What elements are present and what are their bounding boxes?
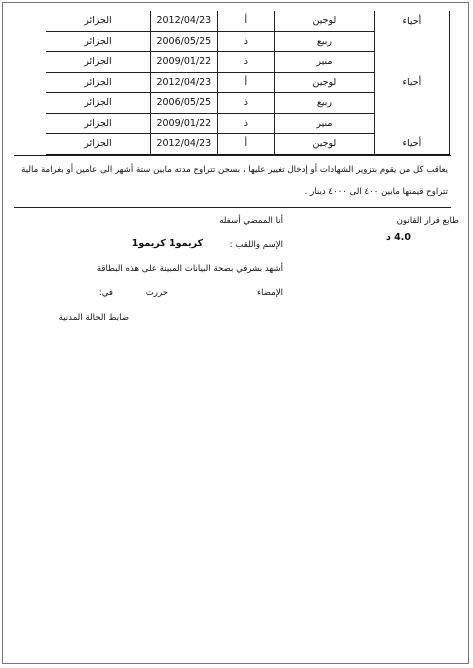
sex-cell: ذ (217, 93, 274, 114)
status-cell (374, 93, 449, 114)
birth-place-cell: الجزائر (46, 31, 150, 52)
table-row (46, 52, 450, 73)
name-value: كريمو1 كريمو1 (131, 238, 203, 249)
name-cell: منير (274, 52, 374, 73)
forgery-warning: يعاقب كل من يقوم بتزوير الشهادات أو إدخال تغيير عليها ، بسجن تتراوح مدته مابين ستة أشهر الى عامين أو بغرامة مالية تتراوح قيمتها مابين ٤٠٠ الى ٤٠٠٠ دينار . (21, 165, 448, 197)
birth-date-cell: 2012/04/23 (150, 72, 217, 93)
status-cell: أحياء (374, 11, 449, 31)
sex-cell: أ (217, 134, 274, 155)
separator-bottom (14, 207, 451, 208)
signature-label: الإمضاء (256, 288, 283, 298)
name-label: الإسم واللقب : (229, 240, 283, 250)
birth-place-cell: الجزائر (46, 113, 150, 134)
done-at-label: حررت (145, 288, 168, 298)
table-row (46, 113, 450, 134)
birth-date-cell: 2009/01/22 (150, 113, 217, 134)
birth-place-cell: الجزائر (46, 134, 150, 155)
birth-date-cell: 2006/05/25 (150, 31, 217, 52)
birth-date-cell: 2009/01/22 (150, 52, 217, 73)
certification-text: أشهد بشرفي بصحة البيانات المبينة على هذه البطاقة (96, 264, 283, 274)
date-on-label: في: (98, 288, 113, 298)
status-cell (374, 31, 449, 52)
name-cell: لوجين (274, 72, 374, 93)
status-cell: أحياء (374, 134, 449, 155)
table-row (46, 93, 450, 114)
name-cell: ربيع (274, 93, 374, 114)
birth-place-cell: الجزائر (46, 93, 150, 114)
stamp-value: 4.0 د (385, 232, 411, 243)
birth-date-cell: 2012/04/23 (150, 134, 217, 155)
name-cell: لوجين (274, 11, 374, 31)
name-cell: منير (274, 113, 374, 134)
birth-place-cell: الجزائر (46, 52, 150, 73)
sex-cell: أ (217, 72, 274, 93)
undersigned-label: أنا الممضي أسفله (219, 216, 283, 226)
separator-top (14, 155, 451, 156)
sex-cell: ذ (217, 113, 274, 134)
birth-place-cell: الجزائر (46, 72, 150, 93)
birth-place-cell: الجزائر (46, 11, 150, 31)
birth-date-cell: 2006/05/25 (150, 93, 217, 114)
birth-date-cell: 2012/04/23 (150, 11, 217, 31)
sex-cell: ذ (217, 52, 274, 73)
status-cell (374, 52, 449, 73)
sex-cell: أ (217, 11, 274, 31)
stamp-label: طابع قرار القانون (396, 216, 459, 226)
sex-cell: ذ (217, 31, 274, 52)
status-cell: أحياء (374, 72, 449, 93)
table-row (46, 11, 450, 31)
table-row (46, 72, 450, 93)
civil-officer-label: ضابط الحالة المدنية (58, 313, 129, 323)
family-table (46, 11, 450, 156)
name-cell: لوجين (274, 134, 374, 155)
table-row (46, 134, 450, 155)
status-cell (374, 113, 449, 134)
table-row (46, 31, 450, 52)
name-cell: ربيع (274, 31, 374, 52)
